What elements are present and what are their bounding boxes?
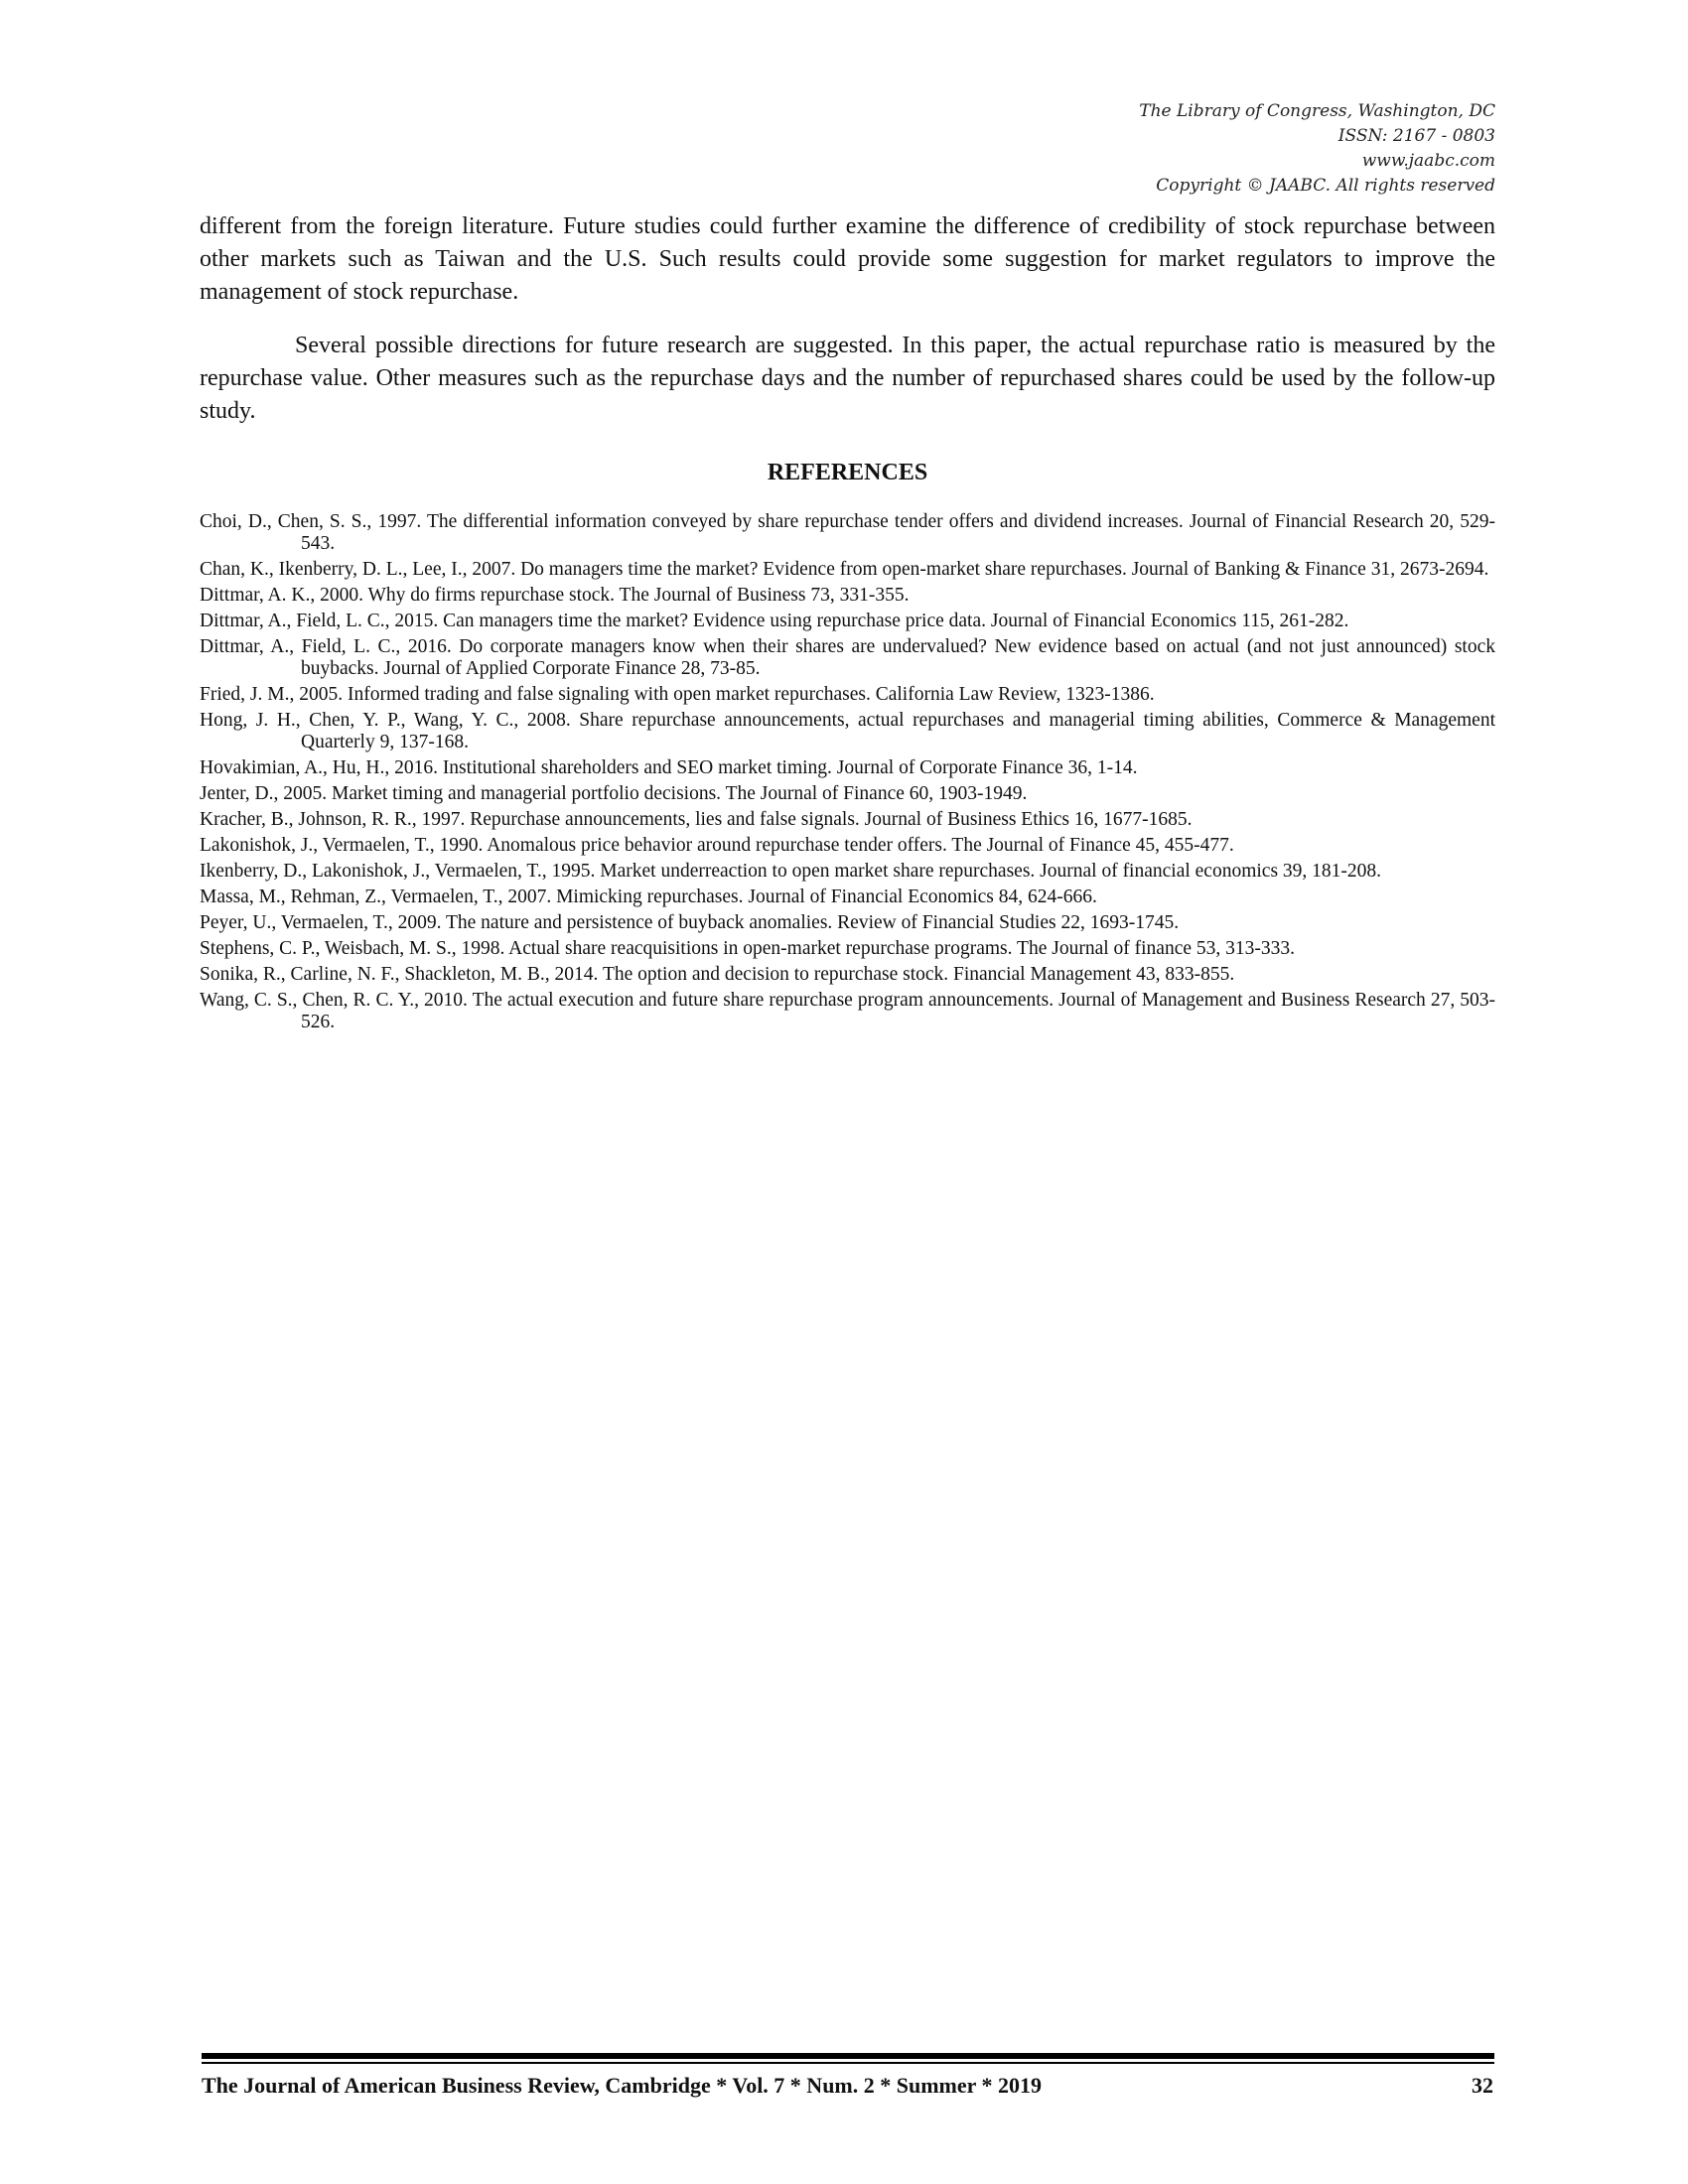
references-heading: REFERENCES (767, 460, 928, 485)
reference-item: Sonika, R., Carline, N. F., Shackleton, M. B., 2014. The option and decision to repurchase stock. Financial Management 43, 833-855. (200, 964, 1235, 985)
footer-rule-thick (202, 2053, 1494, 2059)
header-website-line: www.jaabc.com (1361, 151, 1495, 171)
reference-item: Dittmar, A., Field, L. C., 2016. Do corporate managers know when their shares are undervalued? New evidence based on actual (and not just announced) stock buybacks. Journal of Applied Corporate Finance 28, 73-85. (200, 636, 1495, 679)
header-issn-line: ISSN: 2167 - 0803 (1337, 126, 1495, 146)
reference-item: Dittmar, A. K., 2000. Why do firms repurchase stock. The Journal of Business 73, 331-355. (200, 585, 910, 606)
reference-item: Massa, M., Rehman, Z., Vermaelen, T., 2007. Mimicking repurchases. Journal of Financial Economics 84, 624-666. (200, 887, 1097, 907)
reference-item: Hovakimian, A., Hu, H., 2016. Institutional shareholders and SEO market timing. Journal of Corporate Finance 36, 1-14. (200, 757, 1138, 778)
running-header (900, 99, 1495, 199)
reference-item: Kracher, B., Johnson, R. R., 1997. Repurchase announcements, lies and false signals. Journal of Business Ethics 16, 1677-1685. (200, 809, 1193, 830)
reference-item: Lakonishok, J., Vermaelen, T., 1990. Anomalous price behavior around repurchase tender offers. The Journal of Finance 45, 455-477. (200, 835, 1234, 856)
footer-rule-thin (202, 2062, 1494, 2064)
reference-item: Wang, C. S., Chen, R. C. Y., 2010. The actual execution and future share repurchase program announcements. Journal of Management and Business Research 27, 503-526. (200, 990, 1495, 1032)
reference-list (200, 511, 1495, 1037)
header-copyright-line: Copyright © JAABC. All rights reserved (1156, 176, 1495, 196)
body-paragraph-2: Several possible directions for future research are suggested. In this paper, the actual repurchase ratio is measured by the repurchase value. Other measures such as the repurchase days and the number of repurchased shares could be used by the follow-up study. (200, 333, 1495, 424)
reference-item: Hong, J. H., Chen, Y. P., Wang, Y. C., 2008. Share repurchase announcements, actual repurchases and managerial timing abilities, Commerce & Management Quarterly 9, 137-168. (200, 710, 1495, 752)
reference-item: Peyer, U., Vermaelen, T., 2009. The nature and persistence of buyback anomalies. Review of Financial Studies 22, 1693-1745. (200, 912, 1180, 933)
reference-item: Jenter, D., 2005. Market timing and managerial portfolio decisions. The Journal of Finance 60, 1903-1949. (200, 783, 1028, 804)
reference-item: Chan, K., Ikenberry, D. L., Lee, I., 2007. Do managers time the market? Evidence from open-market share repurchases. Journal of Banking & Finance 31, 2673-2694. (200, 559, 1489, 580)
page-number: 32 (1472, 2073, 1493, 2098)
body-paragraph-1: different from the foreign literature. Future studies could further examine the difference of credibility of stock repurchase between other markets such as Taiwan and the U.S. Such results could provide some suggestion for market regulators to improve the management of stock repurchase. (200, 213, 1495, 305)
header-library-line: The Library of Congress, Washington, DC (1139, 101, 1495, 121)
reference-item: Fried, J. M., 2005. Informed trading and false signaling with open market repurchases. California Law Review, 1323-1386. (200, 684, 1155, 705)
footer-journal-title: The Journal of American Business Review, Cambridge * Vol. 7 * Num. 2 * Summer * 2019 (202, 2073, 1043, 2098)
reference-item: Choi, D., Chen, S. S., 1997. The differential information conveyed by share repurchase tender offers and dividend increases. Journal of Financial Research 20, 529-543. (200, 511, 1495, 554)
body-text (200, 210, 1495, 449)
reference-item: Ikenberry, D., Lakonishok, J., Vermaelen, T., 1995. Market underreaction to open market share repurchases. Journal of financial economics 39, 181-208. (200, 861, 1382, 882)
reference-item: Dittmar, A., Field, L. C., 2015. Can managers time the market? Evidence using repurchase price data. Journal of Financial Economics 115, 261-282. (200, 611, 1349, 631)
reference-item: Stephens, C. P., Weisbach, M. S., 1998. Actual share reacquisitions in open-market repurchase programs. The Journal of finance 53, 313-333. (200, 938, 1296, 959)
